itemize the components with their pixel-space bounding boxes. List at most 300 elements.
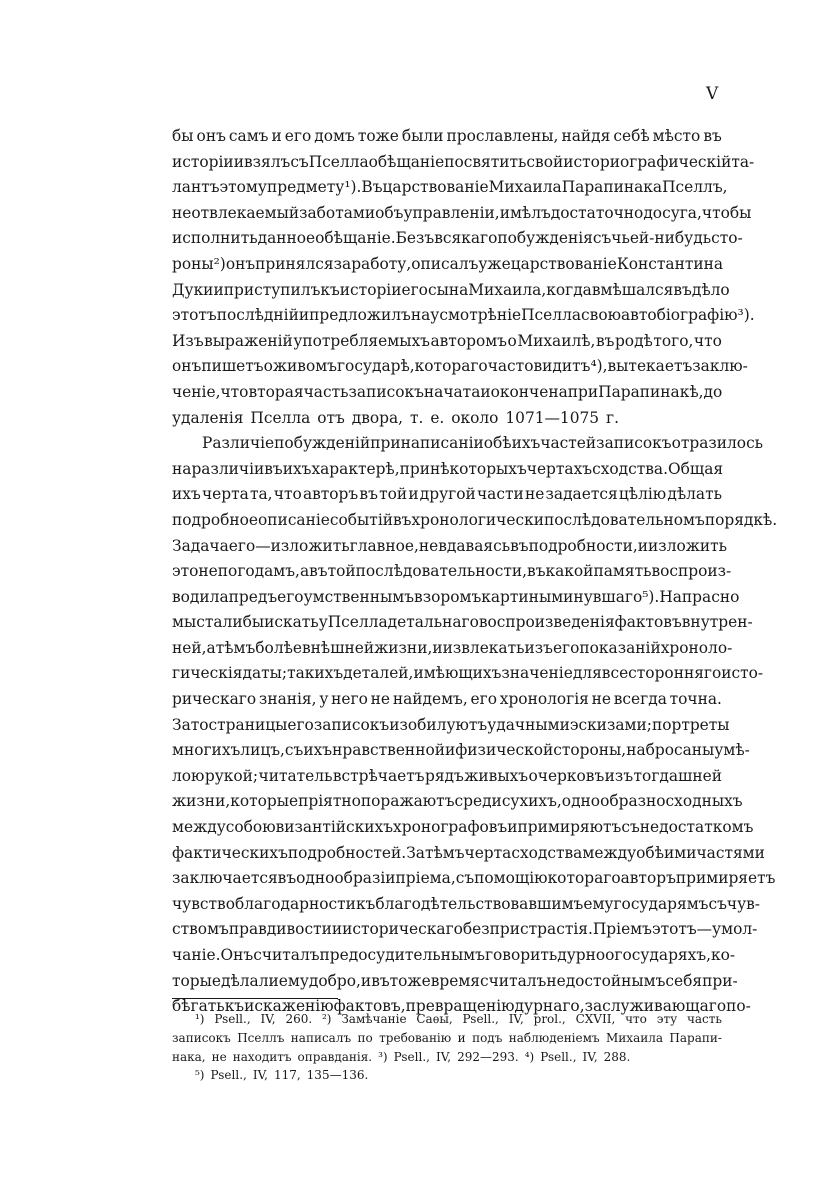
- word: заклю-: [692, 357, 748, 376]
- text-line: [172, 661, 764, 687]
- word: ⁵): [195, 1068, 205, 1083]
- word: написалъ: [290, 1030, 352, 1045]
- word: государямъ: [613, 894, 709, 913]
- main-text: [172, 124, 778, 1020]
- word: при-: [702, 971, 738, 990]
- word: г.: [606, 408, 619, 427]
- footnote-line: [195, 1010, 722, 1029]
- word: —: [255, 536, 271, 555]
- word: изъ: [524, 638, 553, 657]
- text-line: [172, 124, 722, 150]
- word: это: [172, 562, 199, 581]
- word: Различiе: [202, 434, 275, 453]
- word: задается: [545, 485, 618, 504]
- word: другой: [419, 485, 476, 504]
- word: физической: [455, 741, 554, 760]
- word: государѣ,: [336, 357, 415, 376]
- text-line: [172, 508, 778, 534]
- word: роны: [172, 254, 214, 273]
- word: не: [211, 1049, 227, 1064]
- word: подробности,: [528, 536, 638, 555]
- word: предмету: [266, 178, 345, 197]
- word: ихъ: [282, 459, 312, 478]
- text-line: [172, 815, 754, 841]
- word: хроноло-: [660, 638, 733, 657]
- word: рядъ: [425, 766, 464, 785]
- word: IV,: [582, 1049, 598, 1064]
- word: то: [190, 715, 209, 734]
- word: Пселлъ,: [662, 178, 728, 197]
- word: ²): [321, 1012, 332, 1026]
- word: Михаила: [488, 178, 562, 197]
- word: найдемъ,: [392, 690, 468, 709]
- word: благодарности: [234, 894, 356, 913]
- word: IV,: [435, 1049, 452, 1064]
- word: отвлекаемый: [191, 203, 300, 222]
- word: о: [507, 331, 517, 350]
- word: двора,: [351, 408, 404, 427]
- word: сто-: [711, 229, 743, 248]
- word: онъ: [172, 357, 202, 376]
- word: бы: [242, 613, 265, 632]
- word: ихъ: [303, 741, 333, 760]
- text-line: [172, 534, 728, 560]
- word: Задача: [172, 536, 229, 555]
- word: работу,: [351, 254, 412, 273]
- text-line: [172, 764, 722, 790]
- word: сходныхъ: [665, 792, 743, 811]
- word: изобилуютъ: [389, 715, 488, 734]
- text-line: [172, 585, 740, 611]
- word: тоже: [389, 971, 431, 990]
- word: онъ: [225, 254, 256, 273]
- word: въ: [264, 459, 283, 478]
- word: той: [327, 562, 356, 581]
- word: выраженiй: [204, 331, 293, 350]
- word: прiема,: [395, 869, 456, 888]
- word: Безъ: [395, 229, 435, 248]
- word: его: [401, 280, 428, 299]
- word: ¹).: [344, 178, 362, 197]
- word: такихъ: [287, 664, 344, 683]
- word: дурнаго,: [514, 997, 585, 1016]
- word: считалъ: [480, 971, 547, 990]
- word: заключается: [172, 869, 278, 888]
- text-line: [172, 892, 760, 918]
- word: а: [299, 562, 310, 581]
- word: изложить: [648, 536, 728, 555]
- word: Михаилѣ,: [517, 331, 596, 350]
- word: пишетъ: [201, 357, 264, 376]
- word: Напрасно: [659, 587, 740, 606]
- word: умственнымъ: [303, 587, 415, 606]
- word: начата: [423, 382, 481, 401]
- word: авторомъ: [430, 331, 507, 350]
- word: характерѣ,: [311, 459, 400, 478]
- word: prol.,: [533, 1012, 566, 1026]
- word: Константина: [616, 254, 724, 273]
- footnote-line: [172, 1029, 722, 1048]
- word: подъ: [472, 1030, 503, 1045]
- footnote-divider: [172, 998, 338, 999]
- word: какой: [545, 562, 594, 581]
- word: въ: [510, 536, 529, 555]
- word: и: [507, 818, 518, 837]
- word: и: [457, 1030, 466, 1045]
- word: ⁵).: [642, 587, 660, 606]
- word: и: [331, 920, 343, 939]
- word: чьей-нибудь: [611, 229, 712, 248]
- word: 288.: [603, 1049, 631, 1064]
- word: ней,: [172, 638, 207, 657]
- word: находитъ: [232, 1049, 292, 1064]
- word: Пселла: [250, 408, 311, 427]
- word: За: [172, 715, 191, 734]
- word: исто-: [721, 664, 764, 683]
- word: домъ: [314, 127, 355, 145]
- text-line: [172, 610, 753, 636]
- word: и: [432, 638, 443, 657]
- word: у: [319, 690, 329, 709]
- word: воспроизведенiя: [478, 613, 615, 632]
- word: исторiи: [339, 280, 402, 299]
- word: между: [582, 843, 637, 862]
- word: написанiи: [400, 434, 484, 453]
- word: Замѣчанiе: [341, 1012, 407, 1026]
- word: благодѣтельствовавшимъ: [375, 894, 584, 913]
- word: бѣгать: [172, 997, 225, 1016]
- word: примиряетъ: [675, 869, 776, 888]
- word: е.: [430, 408, 445, 427]
- word: записокъ: [596, 434, 672, 453]
- word: употребляемыхъ: [293, 331, 430, 350]
- text-line: [172, 457, 722, 483]
- text-line: [172, 482, 722, 508]
- word: искаженiю: [244, 997, 334, 1016]
- word: ченiе,: [172, 382, 221, 401]
- word: за: [333, 254, 352, 273]
- word: примиряютъ: [517, 818, 622, 837]
- word: удаленiя: [172, 408, 244, 427]
- word: рукой;: [204, 766, 259, 785]
- word: тогдашней: [633, 766, 722, 785]
- word: подробное: [172, 510, 259, 529]
- text-line: [172, 226, 743, 252]
- word: части: [476, 485, 524, 504]
- word: его: [284, 127, 312, 145]
- word: бы: [172, 127, 194, 145]
- word: живомъ: [272, 357, 337, 376]
- word: однообразiи: [296, 869, 396, 888]
- text-line: [172, 201, 752, 227]
- word: что: [273, 485, 302, 504]
- word: ⁴): [524, 1049, 535, 1064]
- word: сходства.: [592, 459, 668, 478]
- word: умѣ-: [714, 741, 750, 760]
- word: ему: [583, 894, 614, 913]
- word: дурно: [557, 946, 606, 964]
- word: встрѣчаетъ: [332, 766, 425, 785]
- word: вытекаетъ: [607, 357, 693, 376]
- word: государяхъ,: [614, 946, 712, 964]
- word: записокъ: [348, 382, 424, 401]
- word: и: [360, 971, 372, 990]
- word: достаточно: [550, 203, 644, 222]
- word: заботами: [299, 203, 376, 222]
- word: записокъ: [172, 1030, 231, 1045]
- word: Пселлъ: [237, 1030, 285, 1045]
- word: записокъ: [313, 715, 390, 734]
- word: историческаго: [342, 920, 463, 939]
- word: въ: [309, 562, 328, 581]
- word: византiйскихъ: [275, 818, 394, 837]
- word: при: [567, 382, 599, 401]
- word: значенiе: [501, 664, 573, 683]
- word: съ: [455, 869, 475, 888]
- word: говорить: [484, 946, 558, 964]
- word: найдя: [561, 127, 611, 145]
- word: всегда: [613, 690, 667, 709]
- paragraph-start-line: [172, 431, 764, 457]
- word: сходства: [511, 843, 583, 862]
- word: въ: [393, 510, 412, 529]
- word: Прiемъ: [592, 920, 652, 939]
- word: картины: [481, 587, 552, 606]
- word: ему: [278, 971, 309, 990]
- word: послѣдовательномъ: [543, 510, 705, 529]
- word: Дуки: [172, 280, 214, 299]
- text-line: [172, 841, 765, 867]
- word: тоже: [357, 127, 399, 145]
- word: предосудительнымъ: [319, 946, 485, 964]
- word: всякаго: [434, 229, 498, 248]
- word: которые: [230, 792, 299, 811]
- word: ко-: [711, 946, 736, 964]
- word: автобiографiю: [620, 306, 738, 325]
- word: Psell.,: [214, 1012, 251, 1026]
- word: тѣмъ: [215, 638, 256, 657]
- word: наблюденiемъ: [508, 1030, 600, 1045]
- text-line: [172, 380, 722, 406]
- word: ¹): [195, 1012, 205, 1026]
- word: Пселла: [521, 306, 582, 325]
- word: имѣющихъ: [413, 664, 502, 683]
- word: лицъ,: [240, 741, 285, 760]
- word: различiи: [191, 459, 265, 478]
- word: извлекать: [442, 638, 525, 657]
- word: всесторонняго: [601, 664, 722, 683]
- word: ихъ: [172, 485, 201, 504]
- word: управленiи,: [403, 203, 500, 222]
- word: окончена: [490, 382, 568, 401]
- word: о: [263, 357, 273, 376]
- word: 260.: [285, 1012, 313, 1026]
- word: дѣлали: [221, 971, 279, 990]
- word: царствованiе: [382, 178, 489, 197]
- word: Затѣмъ: [406, 843, 465, 862]
- word: помощiю: [474, 869, 548, 888]
- word: по: [357, 1030, 373, 1045]
- word: т.: [409, 408, 424, 427]
- word: дѣлать: [667, 485, 722, 504]
- word: той: [379, 485, 408, 504]
- word: лантъ: [172, 178, 220, 197]
- word: воспроиз-: [651, 562, 732, 581]
- text-line: [172, 687, 722, 713]
- word: чув-: [726, 894, 760, 913]
- word: мы: [172, 613, 197, 632]
- word: до: [703, 382, 723, 401]
- word: IV,: [508, 1012, 524, 1026]
- word: внѣшней: [301, 638, 375, 657]
- word: эту: [656, 1012, 678, 1026]
- word: къ: [355, 894, 376, 913]
- word: принялся: [255, 254, 334, 273]
- word: и: [444, 741, 456, 760]
- word: предложилъ: [309, 306, 411, 325]
- word: не: [370, 690, 391, 709]
- word: объ: [375, 203, 404, 222]
- word: 117,: [273, 1068, 301, 1083]
- word: вмѣшался: [591, 280, 674, 299]
- word: событiй: [329, 510, 394, 529]
- word: порядкѣ.: [704, 510, 778, 529]
- word: Psell.,: [210, 1068, 247, 1083]
- text-line: [172, 303, 755, 329]
- word: многихъ: [172, 741, 241, 760]
- word: по: [217, 562, 238, 581]
- word: взоромъ: [414, 587, 482, 606]
- word: 135—136.: [306, 1068, 369, 1083]
- word: къ: [320, 280, 340, 299]
- word: даты;: [242, 664, 288, 683]
- word: этотъ—умол-: [651, 920, 758, 939]
- word: предъ: [228, 587, 278, 606]
- word: и: [480, 382, 491, 401]
- word: имѣлъ: [499, 203, 551, 222]
- word: память: [593, 562, 652, 581]
- word: CXVII,: [575, 1012, 616, 1026]
- word: описалъ: [411, 254, 479, 273]
- word: 292—293.: [457, 1049, 519, 1064]
- word: стали: [196, 613, 243, 632]
- word: родѣ: [614, 331, 653, 350]
- text-line: [172, 943, 736, 969]
- word: знанiя,: [258, 690, 317, 709]
- word: посвятить: [444, 152, 527, 171]
- word: чтобы: [701, 203, 752, 222]
- word: уже: [478, 254, 511, 273]
- word: его: [470, 690, 497, 709]
- word: котораго: [547, 869, 621, 888]
- word: набросаны: [626, 741, 715, 760]
- word: портреты: [651, 715, 730, 734]
- word: жизни,: [374, 638, 433, 657]
- word: Въ: [361, 178, 383, 197]
- word: свою: [581, 306, 621, 325]
- text-line: [172, 636, 733, 662]
- word: прославлены,: [446, 127, 559, 145]
- word: прiятно: [298, 792, 361, 811]
- word: себѣ: [613, 127, 650, 145]
- word: поражаютъ: [360, 792, 455, 811]
- word: на: [172, 459, 192, 478]
- word: Пселла: [308, 152, 369, 171]
- word: въ: [673, 280, 692, 299]
- word: гическiя: [172, 664, 243, 683]
- word: детальнаго: [387, 613, 479, 632]
- word: та,: [249, 485, 273, 504]
- word: были: [401, 127, 444, 145]
- word: главное,: [349, 536, 419, 555]
- word: него: [331, 690, 368, 709]
- word: а: [206, 638, 216, 657]
- word: время: [430, 971, 481, 990]
- word: Общая: [668, 459, 724, 478]
- word: видитъ: [533, 357, 591, 376]
- word: Пселла: [327, 613, 388, 632]
- word: фактовъ: [614, 613, 682, 632]
- word: обѣщанiе.: [315, 229, 396, 248]
- word: ²): [213, 254, 226, 273]
- word: этотъ: [172, 306, 217, 325]
- word: минувшаго: [551, 587, 643, 606]
- word: обѣихъ: [483, 434, 541, 453]
- word: нѣкоторыхъ: [429, 459, 527, 478]
- word: Саѳы,: [416, 1012, 453, 1026]
- word: по-: [726, 997, 751, 1016]
- word: внутрен-: [681, 613, 753, 632]
- word: Парапинакѣ,: [598, 382, 704, 401]
- word: что: [220, 382, 249, 401]
- word: съ: [290, 152, 309, 171]
- word: авторъ: [302, 485, 359, 504]
- word: Парапинака: [561, 178, 663, 197]
- word: деталей,: [343, 664, 414, 683]
- word: 1071—1075: [505, 408, 600, 427]
- text-line: [172, 354, 748, 380]
- word: исторiи: [172, 152, 234, 171]
- word: усмотрѣнiе: [430, 306, 522, 325]
- word: не: [524, 485, 545, 504]
- text-line: [172, 175, 728, 201]
- word: взялъ: [243, 152, 291, 171]
- word: котораго: [414, 357, 488, 376]
- word: когда: [546, 280, 592, 299]
- word: чанiе.: [172, 946, 221, 964]
- word: хронологически: [411, 510, 544, 529]
- word: вдаваясь: [438, 536, 511, 555]
- word: цѣлiю: [618, 485, 667, 504]
- word: считалъ: [253, 946, 320, 964]
- word: жизни,: [172, 792, 231, 811]
- word: описанiе: [258, 510, 330, 529]
- word: въ: [359, 485, 378, 504]
- text-line: [172, 738, 750, 764]
- word: на: [410, 306, 431, 325]
- word: съ: [621, 818, 640, 837]
- word: что: [625, 1012, 647, 1026]
- word: послѣдовательности,: [355, 562, 528, 581]
- word: среди: [454, 792, 502, 811]
- word: себя: [665, 971, 703, 990]
- text-line: [172, 406, 722, 432]
- word: мѣсто: [652, 127, 701, 145]
- word: при: [399, 459, 430, 478]
- word: хронологiя: [499, 690, 589, 709]
- footnote-line: [195, 1066, 722, 1085]
- word: не: [198, 562, 218, 581]
